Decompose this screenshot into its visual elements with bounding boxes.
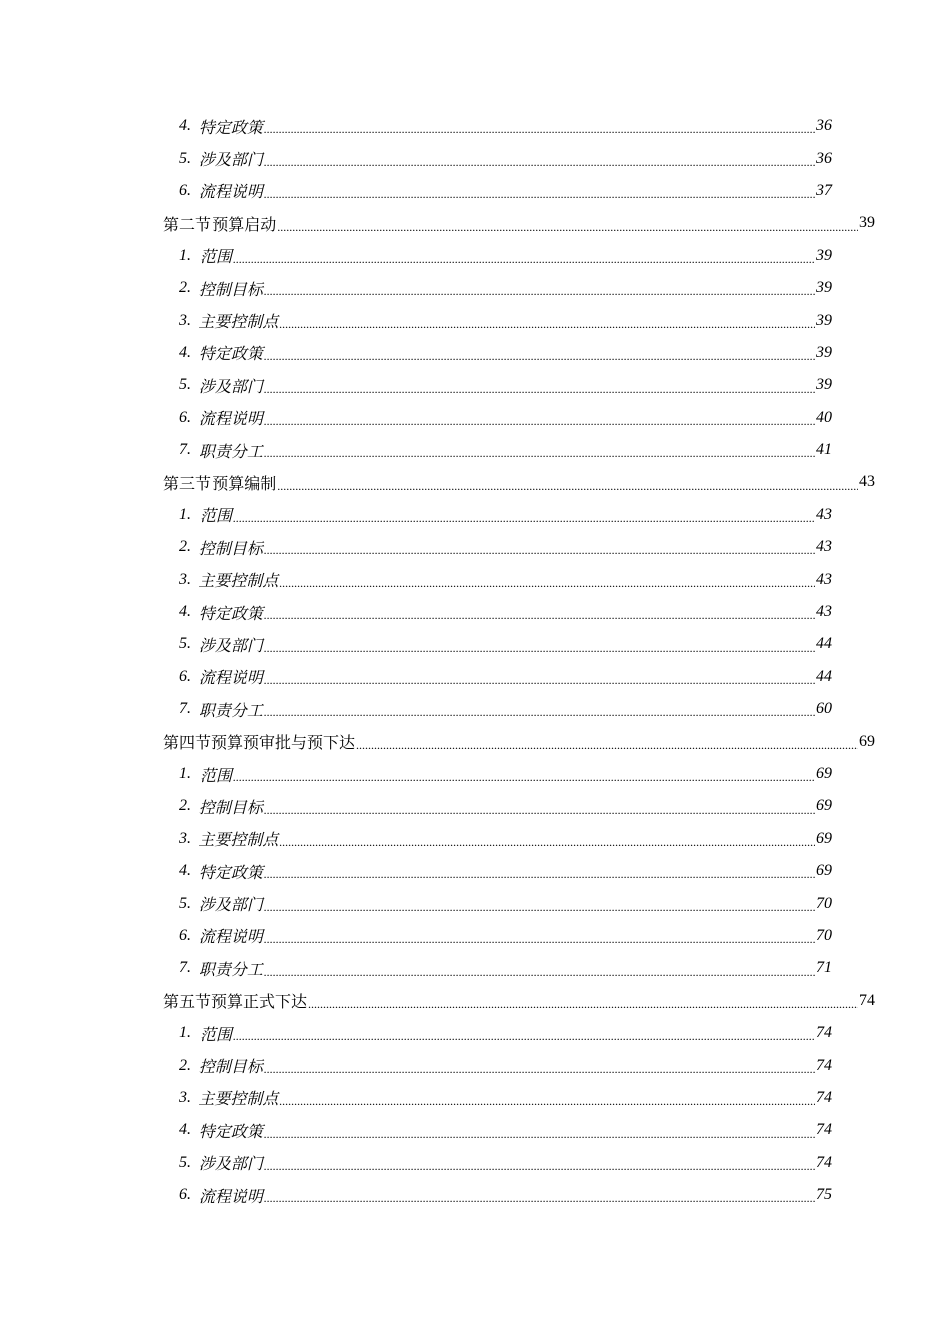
toc-section-entry[interactable] (0, 985, 875, 1017)
toc-page-number: 74 (816, 1056, 832, 1074)
toc-item-entry[interactable] (0, 175, 832, 207)
toc-page-number: 43 (859, 473, 875, 491)
toc-entry-title: 范围 (199, 508, 232, 526)
toc-item-number: 6. (179, 181, 191, 199)
dot-leader (264, 545, 815, 555)
toc-item-number: 4. (179, 1121, 191, 1139)
toc-page-number: 69 (816, 765, 832, 782)
toc-entry-title: 控制目标 (198, 540, 263, 558)
toc-page-number: 43 (816, 505, 832, 523)
toc-item-number: 1. (179, 1024, 191, 1042)
toc-entry-title: 特定政策 (198, 864, 263, 882)
toc-entry-title: 主要控制点 (198, 1091, 279, 1109)
toc-page-number: 74 (816, 1088, 832, 1106)
toc-item-number: 4. (179, 862, 191, 880)
toc-item-entry[interactable] (0, 1049, 832, 1081)
toc-item-number: 6. (179, 1186, 191, 1204)
dot-leader (264, 286, 815, 296)
toc-page-number: 39 (816, 343, 832, 361)
toc-entry-title: 涉及部门 (198, 1156, 263, 1174)
toc-item-entry[interactable] (0, 1179, 832, 1211)
toc-item-number: 7. (179, 959, 191, 977)
toc-page-number: 69 (816, 829, 832, 847)
toc-item-entry[interactable] (0, 369, 832, 401)
dot-leader (279, 578, 815, 588)
toc-item-entry[interactable] (0, 628, 832, 660)
dot-leader (264, 934, 815, 944)
toc-item-entry[interactable] (0, 952, 832, 984)
toc-item-number: 4. (179, 603, 191, 621)
toc-item-number: 1. (179, 765, 191, 782)
toc-entry-title: 范围 (199, 249, 232, 267)
toc-item-entry[interactable] (0, 661, 832, 693)
toc-item-number: 3. (179, 829, 191, 847)
toc-item-number: 6. (179, 408, 191, 426)
dot-leader (264, 967, 815, 977)
toc-item-entry[interactable] (0, 887, 832, 919)
dot-leader (279, 319, 815, 329)
toc-entry-title: 流程说明 (198, 929, 263, 947)
toc-item-number: 2. (179, 279, 191, 297)
dot-leader (308, 999, 858, 1009)
toc-item-number: 5. (179, 1153, 191, 1171)
dot-leader (264, 448, 815, 458)
toc-item-number: 4. (179, 117, 191, 135)
toc-entry-title: 预算启动 (212, 216, 277, 234)
toc-item-entry[interactable] (0, 240, 832, 272)
dot-leader (264, 1129, 815, 1139)
toc-entry-title: 涉及部门 (198, 897, 263, 915)
dot-leader (233, 1031, 815, 1041)
toc-entry-title: 主要控制点 (198, 314, 279, 332)
toc-page-number: 43 (816, 603, 832, 621)
toc-section-entry[interactable] (0, 207, 875, 239)
dot-leader (233, 513, 815, 523)
toc-item-number: 2. (179, 797, 191, 815)
dot-leader (264, 416, 815, 426)
dot-leader (356, 740, 858, 750)
toc-entry-title: 流程说明 (198, 670, 263, 688)
toc-entry-title: 预算预审批与预下达 (211, 735, 356, 753)
dot-leader (264, 124, 815, 134)
toc-item-number: 6. (179, 926, 191, 944)
toc-page-number: 39 (816, 279, 832, 297)
toc-item-entry[interactable] (0, 531, 832, 563)
toc-entry-title: 职责分工 (198, 702, 263, 720)
toc-entry-title: 涉及部门 (198, 378, 263, 396)
dot-leader (264, 1064, 815, 1074)
toc-section-number: 第五节 (163, 994, 212, 1012)
toc-item-number: 5. (179, 149, 191, 167)
toc-page-number: 74 (816, 1024, 832, 1042)
toc-item-number: 5. (179, 376, 191, 394)
dot-leader (264, 1193, 815, 1203)
toc-page-number: 44 (816, 635, 832, 653)
dot-leader (264, 351, 815, 361)
toc-page-number: 43 (816, 570, 832, 588)
dot-leader (264, 189, 815, 199)
toc-item-entry[interactable] (0, 1114, 832, 1146)
toc-item-entry[interactable] (0, 758, 832, 790)
toc-section-number: 第四节 (163, 735, 212, 753)
dot-leader (233, 772, 815, 782)
toc-page-number: 44 (816, 667, 832, 685)
toc-item-entry[interactable] (0, 1017, 832, 1049)
dot-leader (264, 1161, 815, 1171)
toc-item-entry[interactable] (0, 693, 832, 725)
toc-page-number: 43 (816, 538, 832, 556)
toc-entry-title: 流程说明 (198, 1188, 263, 1206)
toc-entry-title: 控制目标 (198, 281, 263, 299)
dot-leader (279, 837, 815, 847)
toc-entry-title: 职责分工 (198, 443, 263, 461)
dot-leader (279, 1096, 815, 1106)
toc-page-number: 70 (816, 926, 832, 944)
toc-page-number: 69 (816, 797, 832, 815)
dot-leader (264, 157, 815, 167)
toc-page-number: 39 (816, 376, 832, 394)
toc-page-number: 39 (816, 246, 832, 264)
toc-item-entry[interactable] (0, 1082, 832, 1114)
toc-page-number: 37 (816, 181, 832, 199)
dot-leader (264, 643, 815, 653)
toc-item-number: 1. (179, 246, 191, 264)
toc-item-entry[interactable] (0, 823, 832, 855)
toc-entry-title: 涉及部门 (198, 152, 263, 170)
toc-item-entry[interactable] (0, 499, 832, 531)
toc-page-number: 71 (816, 959, 832, 977)
toc-entry-title: 范围 (199, 1026, 232, 1044)
table-of-contents (0, 110, 950, 1211)
toc-section-number: 第三节 (163, 475, 212, 493)
toc-page-number: 69 (816, 862, 832, 880)
toc-item-number: 7. (179, 441, 191, 459)
toc-page-number: 40 (816, 408, 832, 426)
toc-entry-title: 特定政策 (198, 346, 263, 364)
dot-leader (264, 805, 815, 815)
toc-item-number: 6. (179, 667, 191, 685)
toc-item-entry[interactable] (0, 920, 832, 952)
toc-entry-title: 特定政策 (198, 119, 263, 137)
toc-item-entry[interactable] (0, 563, 832, 595)
toc-item-number: 3. (179, 1088, 191, 1106)
toc-entry-title: 主要控制点 (198, 573, 279, 591)
toc-item-number: 1. (179, 505, 191, 523)
dot-leader (277, 222, 858, 232)
toc-page-number: 74 (816, 1153, 832, 1171)
toc-item-number: 2. (179, 1056, 191, 1074)
dot-leader (264, 869, 815, 879)
toc-item-entry[interactable] (0, 304, 832, 336)
toc-item-number: 5. (179, 894, 191, 912)
dot-leader (264, 707, 815, 717)
toc-entry-title: 主要控制点 (198, 832, 279, 850)
toc-page-number: 41 (816, 441, 832, 459)
toc-section-entry[interactable] (0, 466, 875, 498)
dot-leader (264, 384, 815, 394)
toc-entry-title: 流程说明 (198, 411, 263, 429)
dot-leader (264, 902, 815, 912)
toc-item-entry[interactable] (0, 402, 832, 434)
toc-entry-title: 涉及部门 (198, 637, 263, 655)
dot-leader (264, 610, 815, 620)
toc-item-entry[interactable] (0, 434, 832, 466)
dot-leader (233, 254, 815, 264)
toc-entry-title: 职责分工 (198, 961, 263, 979)
toc-entry-title: 特定政策 (198, 605, 263, 623)
toc-page-number: 74 (816, 1121, 832, 1139)
toc-item-entry[interactable] (0, 337, 832, 369)
toc-section-entry[interactable] (0, 725, 875, 757)
toc-item-entry[interactable] (0, 142, 832, 174)
dot-leader (277, 481, 858, 491)
toc-item-entry[interactable] (0, 1147, 832, 1179)
toc-page-number: 69 (859, 732, 875, 750)
toc-entry-title: 流程说明 (198, 184, 263, 202)
toc-page-number: 74 (859, 991, 875, 1009)
toc-item-number: 5. (179, 635, 191, 653)
toc-item-number: 7. (179, 700, 191, 718)
toc-entry-title: 范围 (199, 767, 232, 785)
toc-entry-title: 控制目标 (198, 1059, 263, 1077)
toc-entry-title: 控制目标 (198, 799, 263, 817)
toc-item-entry[interactable] (0, 855, 832, 887)
toc-item-number: 2. (179, 538, 191, 556)
toc-page-number: 75 (816, 1186, 832, 1204)
toc-item-number: 3. (179, 311, 191, 329)
toc-page-number: 60 (816, 700, 832, 718)
toc-page-number: 39 (859, 214, 875, 232)
toc-item-entry[interactable] (0, 272, 832, 304)
toc-item-number: 4. (179, 343, 191, 361)
toc-page-number: 39 (816, 311, 832, 329)
toc-item-entry[interactable] (0, 110, 832, 142)
toc-item-entry[interactable] (0, 596, 832, 628)
toc-item-number: 3. (179, 570, 191, 588)
toc-page-number: 70 (816, 894, 832, 912)
toc-section-number: 第二节 (163, 216, 212, 234)
toc-entry-title: 预算正式下达 (211, 994, 308, 1012)
dot-leader (264, 675, 815, 685)
toc-page-number: 36 (816, 149, 832, 167)
toc-entry-title: 特定政策 (198, 1123, 263, 1141)
toc-entry-title: 预算编制 (212, 475, 277, 493)
toc-item-entry[interactable] (0, 790, 832, 822)
toc-page-number: 36 (816, 117, 832, 135)
